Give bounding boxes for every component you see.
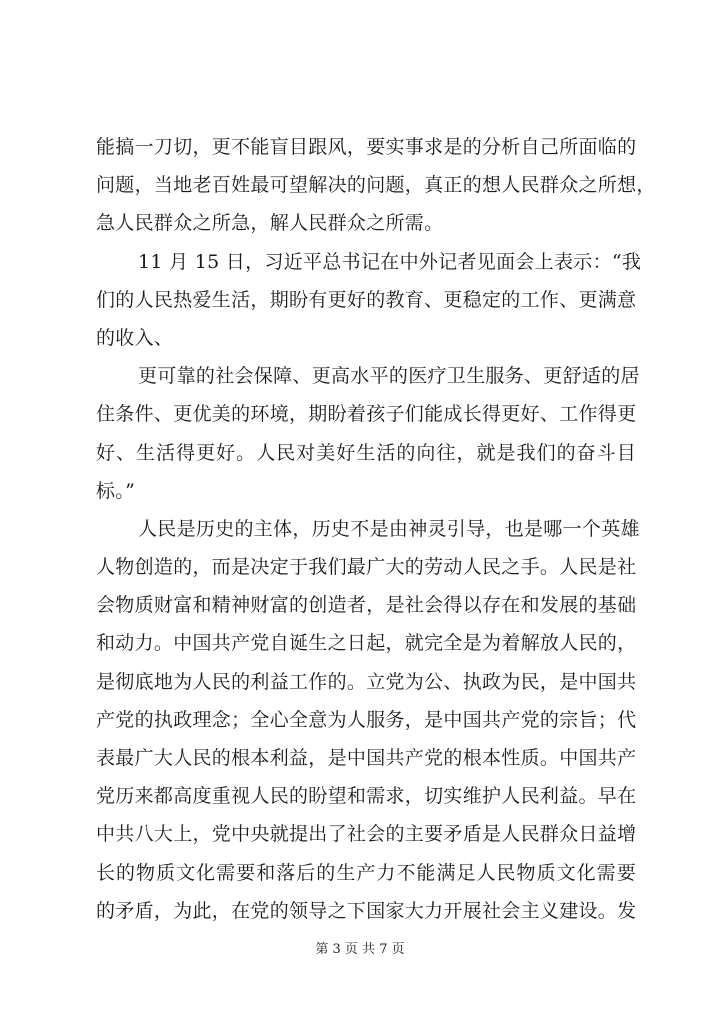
- paragraph-4-line-9: 中共八大上，党中央就提出了社会的主要矛盾是人民群众日益增: [96, 823, 637, 846]
- paragraph-4-line-2: 人物创造的，而是决定于我们最广大的劳动人民之手。人民是社: [96, 556, 637, 579]
- paragraph-2-line-1: 11 月 15 日，习近平总书记在中外记者见面会上表示：“我: [138, 250, 642, 273]
- paragraph-1-line-2: 问题，当地老百姓最可望解决的问题，真正的想人民群众之所想，: [96, 174, 656, 197]
- paragraph-4-line-6: 产党的执政理念；全心全意为人服务，是中国共产党的宗旨；代: [96, 708, 637, 731]
- body-text: [96, 128, 656, 930]
- paragraph-4-line-4: 和动力。中国共产党自诞生之日起，就完全是为着解放人民的，: [96, 632, 637, 655]
- paragraph-3-line-2: 住条件、更优美的环境，期盼着孩子们能成长得更好、工作得更: [96, 403, 637, 426]
- page-footer: 第 3 页 共 7 页: [315, 942, 405, 957]
- paragraph-1-line-3: 急人民群众之所急，解人民群众之所需。: [96, 212, 444, 235]
- paragraph-1-line-1: 能搞一刀切，更不能盲目跟风，要实事求是的分析自己所面临的: [96, 136, 637, 158]
- paragraph-4-line-8: 党历来都高度重视人民的盼望和需求，切实维护人民利益。早在: [96, 785, 637, 808]
- paragraph-4-line-10: 长的物质文化需要和落后的生产力不能满足人民物质文化需要: [96, 861, 636, 884]
- paragraph-4-line-3: 会物质财富和精神财富的创造者，是社会得以存在和发展的基础: [96, 594, 637, 617]
- paragraph-3-line-1: 更可靠的社会保障、更高水平的医疗卫生服务、更舒适的居: [138, 365, 640, 388]
- paragraph-3-line-4: 标。”: [96, 479, 136, 502]
- paragraph-2-line-3: 的收入、: [96, 326, 174, 349]
- paragraph-4-line-1: 人民是历史的主体，历史不是由神灵引导，也是哪一个英雄: [138, 517, 640, 540]
- paragraph-4-line-7: 表最广大人民的根本利益，是中国共产党的根本性质。中国共产: [96, 747, 637, 769]
- paragraph-3-line-3: 好、生活得更好。人民对美好生活的向往，就是我们的奋斗目: [96, 441, 636, 464]
- paragraph-4-line-5: 是彻底地为人民的利益工作的。立党为公、执政为民，是中国共: [96, 670, 637, 693]
- paragraph-2-line-2: 们的人民热爱生活，期盼有更好的教育、更稳定的工作、更满意: [96, 288, 637, 311]
- paragraph-4-line-11: 的矛盾，为此，在党的领导之下国家大力开展社会主义建设。发: [96, 899, 637, 922]
